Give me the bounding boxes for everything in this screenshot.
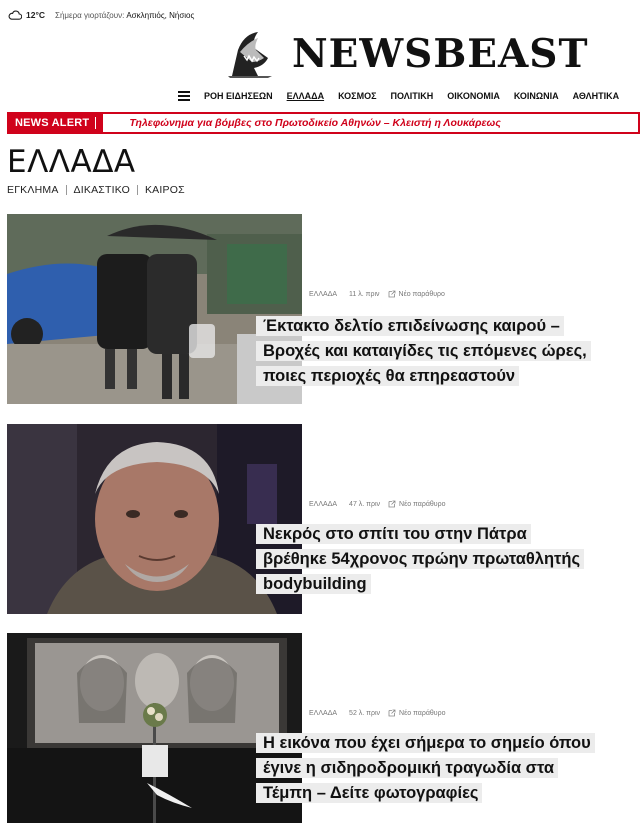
new-window-icon (388, 709, 396, 717)
namedays-label: Σήμερα γιορτάζουν: (55, 10, 125, 20)
subcategory-dikastiko[interactable]: ΔΙΚΑΣΤΙΚΟ (73, 184, 130, 196)
weather-bar (8, 8, 194, 22)
article-meta (309, 290, 445, 298)
nav-item-koinonia[interactable]: ΚΟΙΝΩΝΙΑ (513, 91, 559, 101)
article-time: 47 λ. πριν (349, 500, 381, 508)
shark-icon (228, 30, 272, 78)
article-meta (309, 709, 445, 717)
nav-item-ellada[interactable]: ΕΛΛΑΔΑ (286, 91, 325, 101)
article-headline[interactable]: Νεκρός στο σπίτι του στην Πάτρα βρέθηκε 54χρονος πρώην πρωταθλητής bodybuilding (256, 522, 636, 597)
new-window-icon (388, 500, 396, 508)
hamburger-menu-icon[interactable] (178, 91, 190, 101)
article-time: 11 λ. πριν (349, 290, 380, 298)
article-headline[interactable]: Έκτακτο δελτίο επιδείνωσης καιρού – Βροχές και καταιγίδες τις επόμενες ώρες, ποιες περιοχές θα επηρεαστούν (256, 314, 636, 389)
article-category[interactable]: ΕΛΛΑΔΑ (309, 500, 338, 508)
new-window-link[interactable]: Νέο παράθυρο (399, 500, 446, 508)
nav-item-athlitika[interactable]: ΑΘΛΗΤΙΚΑ (572, 91, 620, 101)
article-time: 52 λ. πριν (349, 709, 381, 717)
article-card (7, 214, 640, 404)
nav-item-roi-eidiseon[interactable]: ΡΟΗ ΕΙΔΗΣΕΩΝ (204, 91, 273, 101)
article-card (7, 424, 640, 614)
subcategory-kairos[interactable]: ΚΑΙΡΟΣ (144, 184, 185, 196)
new-window-link[interactable]: Νέο παράθυρο (399, 709, 446, 717)
news-alert-bar (7, 112, 640, 134)
temperature: 12°C (26, 10, 45, 20)
news-alert-link[interactable]: Τηλεφώνημα για βόμβες στο Πρωτοδικείο Αθηνών – Κλειστή η Λουκάρεως (129, 117, 501, 129)
nav-item-kosmos[interactable]: ΚΟΣΜΟΣ (338, 91, 377, 101)
new-window-icon (388, 290, 396, 298)
cloud-icon (8, 10, 22, 20)
main-nav (178, 89, 619, 103)
news-alert-label: NEWS ALERT (9, 114, 103, 132)
site-logo[interactable] (228, 28, 588, 80)
nav-item-oikonomia[interactable]: ΟΙΚΟΝΟΜΙΑ (447, 91, 500, 101)
new-window-link[interactable]: Νέο παράθυρο (398, 290, 445, 298)
subcategory-nav (7, 184, 185, 196)
page-title: ΕΛΛΑΔΑ (7, 144, 136, 180)
article-category[interactable]: ΕΛΛΑΔΑ (309, 290, 338, 298)
article-meta (309, 500, 445, 508)
article-headline[interactable]: Η εικόνα που έχει σήμερα το σημείο όπου έγινε η σιδηροδρομική τραγωδία στα Τέμπη – Δείτε φωτογραφίες (256, 731, 636, 806)
subcategory-egklima[interactable]: ΕΓΚΛΗΜΑ (7, 184, 59, 196)
article-card (7, 633, 640, 823)
article-category[interactable]: ΕΛΛΑΔΑ (309, 709, 338, 717)
namedays[interactable]: Ασκληπιός, Νήσιος (126, 10, 195, 20)
nav-item-politiki[interactable]: ΠΟΛΙΤΙΚΗ (390, 91, 434, 101)
logo-wordmark: NEWSBEAST (292, 31, 589, 77)
